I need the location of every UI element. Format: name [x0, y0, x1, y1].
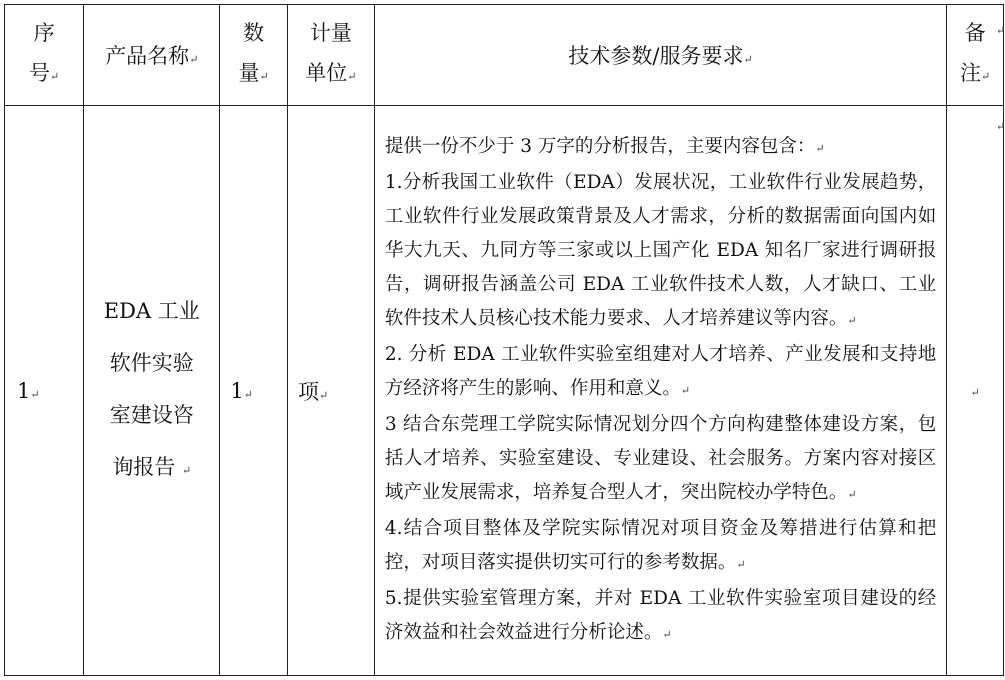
row-product-name	[84, 106, 220, 676]
spec-paragraph: 5.提供实验室管理方案，并对 EDA 工业软件实验室项目建设的经济效益和社会效益进行分析论述。↵	[384, 587, 937, 643]
spec-paragraph: 2. 分析 EDA 工业软件实验室组建对人才培养、产业发展和支持地方经济将产生的影响、作用和意义。↵	[384, 343, 937, 399]
header-unit-line2: 单位↵	[305, 61, 357, 85]
row-end-mark: ↵	[996, 24, 1005, 37]
header-qty	[220, 5, 288, 106]
header-remark-line2: 注↵	[960, 61, 991, 85]
header-seq-line1: 序	[33, 21, 55, 45]
row-remark: ↵	[947, 106, 1004, 676]
header-unit	[287, 5, 374, 106]
row-product-name-text	[84, 285, 219, 497]
header-product-name: 产品名称↵	[84, 5, 220, 106]
spec-paragraph: 3 结合东莞理工学院实际情况划分四个方向构建整体建设方案，包括人才培养、实验室建设、专业建设、社会服务。方案内容对接区域产业发展需求，培养复合型人才，突出院校办学特色。↵	[384, 413, 937, 503]
spec-paragraph: 提供一份不少于 3 万字的分析报告，主要内容包含：↵	[384, 135, 825, 157]
row-spec	[374, 106, 947, 676]
product-name-line: 询报告 ↵	[112, 454, 192, 479]
header-row	[5, 5, 1004, 106]
header-qty-line2: 量↵	[238, 61, 269, 85]
row-qty-text: 1	[230, 378, 244, 403]
row-unit-text: 项	[297, 379, 319, 404]
spec-paragraph: 1.分析我国工业软件（EDA）发展状况，工业软件行业发展趋势，工业软件行业发展政策背景及人才需求，分析的数据需面向国内如华大九天、九同方等三家或以上国产化 EDA 知名厂家进行调研报告，调研报告涵盖公司 EDA 工业软件技术人数，人才缺口、工业软件技术人员核心技术能力要求、人才培养建议等内容。↵	[384, 171, 937, 329]
row-end-mark: ↵	[996, 120, 1005, 133]
product-name-line: 软件实验	[109, 350, 194, 375]
header-qty-line1: 数	[243, 21, 265, 45]
row-seq: 1↵	[5, 106, 84, 676]
table-row	[5, 106, 1004, 676]
product-name-line: 室建设咨	[109, 402, 194, 427]
row-qty: 1↵	[220, 106, 288, 676]
spec-paragraph: 4.结合项目整体及学院实际情况对项目资金及筹措进行估算和把控，对项目落实提供切实可行的参考数据。↵	[384, 517, 937, 573]
row-unit: 项↵	[287, 106, 374, 676]
header-spec-text: 技术参数/服务要求	[568, 44, 744, 68]
header-seq-line2: 号↵	[29, 61, 60, 85]
row-seq-text: 1	[17, 378, 31, 403]
header-product-name-text: 产品名称	[105, 44, 190, 68]
header-remark-line1: 备	[964, 21, 986, 45]
header-spec: 技术参数/服务要求↵	[374, 5, 947, 106]
header-remark	[947, 5, 1004, 106]
procurement-table	[4, 4, 1004, 676]
header-seq	[5, 5, 84, 106]
product-name-line: EDA 工业	[103, 298, 200, 323]
header-unit-line1: 计量	[309, 21, 352, 45]
spec-text	[375, 130, 947, 652]
